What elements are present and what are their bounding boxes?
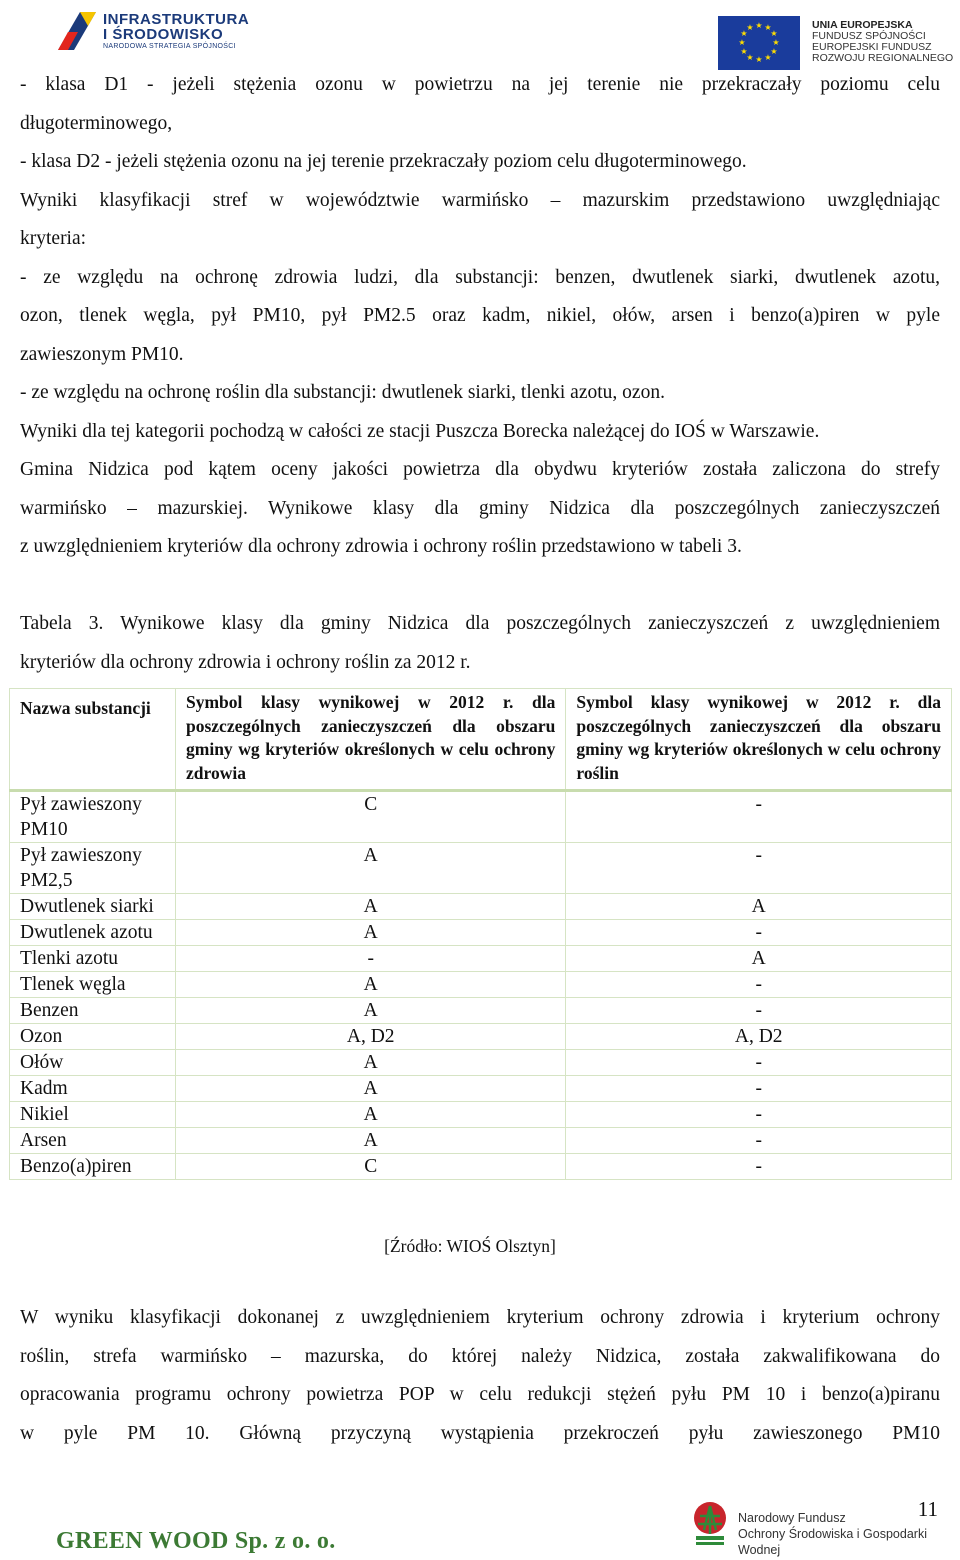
table-row xyxy=(10,1024,952,1050)
header-plants: Symbol klasy wynikowej w 2012 r. dla poszczególnych zanieczyszczeń dla obszaru gminy wg kryteriów określonych w celu ochrony roślin xyxy=(566,689,952,791)
table-row xyxy=(10,946,952,972)
logo-line3: NARODOWA STRATEGIA SPÓJNOŚCI xyxy=(103,43,236,50)
cell-health: A xyxy=(176,1102,566,1128)
text-line: - klasa D1 - jeżeli stężenia ozonu w powietrzu na jej terenie nie przekraczały poziomu celu xyxy=(20,74,940,95)
text-line: z uwzględnieniem kryteriów dla ochrony zdrowia i ochrony roślin przedstawiono w tabeli 3. xyxy=(20,536,742,557)
cell-health: - xyxy=(176,946,566,972)
cell-health: A xyxy=(176,920,566,946)
table-row xyxy=(10,1102,952,1128)
cell-plants: - xyxy=(566,998,952,1024)
body-text-top xyxy=(20,66,940,567)
cell-substance: Ozon xyxy=(10,1024,176,1050)
eu-logo-text xyxy=(812,20,953,64)
cell-plants: A xyxy=(566,894,952,920)
cell-substance: Dwutlenek azotu xyxy=(10,920,176,946)
nfosigw-logo-text xyxy=(738,1510,960,1558)
table-row xyxy=(10,1154,952,1180)
cell-health: A xyxy=(176,1050,566,1076)
table-row xyxy=(10,998,952,1024)
cell-health: A, D2 xyxy=(176,1024,566,1050)
eu-line1: UNIA EUROPEJSKA xyxy=(812,19,913,31)
eu-line3: EUROPEJSKI FUNDUSZ xyxy=(812,41,932,53)
cell-health: A xyxy=(176,1128,566,1154)
cell-health: A xyxy=(176,894,566,920)
cell-substance: Ołów xyxy=(10,1050,176,1076)
table-row xyxy=(10,1050,952,1076)
infrastruktura-logo xyxy=(56,10,98,57)
table-row xyxy=(10,843,952,894)
text-line: warmińsko – mazurskiej. Wynikowe klasy dla gminy Nidzica dla poszczególnych zanieczyszczeń xyxy=(20,497,940,519)
cell-health: A xyxy=(176,972,566,998)
text-line: długoterminowego, xyxy=(20,112,173,134)
cell-plants: - xyxy=(566,1154,952,1180)
cell-substance: Tlenek węgla xyxy=(10,972,176,998)
text-line: Gmina Nidzica pod kątem oceny jakości powietrza dla obydwu kryteriów została zaliczona do strefy xyxy=(20,459,940,480)
nfosigw-logo xyxy=(690,1500,730,1553)
svg-text:★: ★ xyxy=(770,47,778,56)
cell-health: A xyxy=(176,998,566,1024)
eu-flag-icon xyxy=(718,16,800,70)
svg-text:★: ★ xyxy=(740,47,748,56)
table-source: [Źródło: WIOŚ Olsztyn] xyxy=(384,1236,556,1256)
cell-substance: Dwutlenek siarki xyxy=(10,894,176,920)
table-row xyxy=(10,920,952,946)
footer-company: GREEN WOOD Sp. z o. o. xyxy=(56,1528,336,1554)
cell-plants: A, D2 xyxy=(566,1024,952,1050)
text-line: Wyniki klasyfikacji stref w województwie warmińsko – mazurskim przedstawiono uwzględniając xyxy=(20,189,940,211)
text-line: ozon, tlenek węgla, pył PM10, pył PM2.5 oraz kadm, nikiel, ołów, arsen i benzo(a)piren w pyle xyxy=(20,305,940,326)
logo-line1: INFRASTRUKTURA xyxy=(103,11,250,28)
cell-health: C xyxy=(176,791,566,843)
cell-plants: A xyxy=(566,946,952,972)
caption-line: Tabela 3. Wynikowe klasy dla gminy Nidzica dla poszczególnych zanieczyszczeń z uwzględnieniem xyxy=(20,613,940,634)
table-caption xyxy=(20,605,940,682)
cell-substance: Tlenki azotu xyxy=(10,946,176,972)
eu-line2: FUNDUSZ SPÓJNOŚCI xyxy=(812,30,926,42)
table-row xyxy=(10,1076,952,1102)
text-line: - ze względu na ochronę roślin dla substancji: dwutlenek siarki, tlenki azotu, ozon. xyxy=(20,382,665,403)
svg-text:★: ★ xyxy=(755,21,763,30)
svg-text:★: ★ xyxy=(764,23,772,32)
cell-plants: - xyxy=(566,972,952,998)
cell-substance: Pył zawieszony PM10 xyxy=(10,791,176,843)
cell-plants: - xyxy=(566,920,952,946)
header-health: Symbol klasy wynikowej w 2012 r. dla poszczególnych zanieczyszczeń dla obszaru gminy wg kryteriów określonych w celu ochrony zdrowia xyxy=(176,689,566,791)
cell-plants: - xyxy=(566,1076,952,1102)
logo-line2: I ŚRODOWISKO xyxy=(103,26,224,43)
table-row xyxy=(10,791,952,843)
table-header-row xyxy=(10,689,952,791)
svg-text:★: ★ xyxy=(746,53,754,62)
text-line: Wyniki dla tej kategorii pochodzą w całości ze stacji Puszcza Borecka należącej do IOŚ w Warszawie. xyxy=(20,420,820,442)
cell-substance: Nikiel xyxy=(10,1102,176,1128)
text-line: opracowania programu ochrony powietrza POP w celu redukcji stężeń pyłu PM 10 i benzo(a)piranu xyxy=(20,1384,940,1405)
svg-text:★: ★ xyxy=(770,29,778,38)
fund-line1: Narodowy Fundusz xyxy=(738,1511,846,1525)
infrastruktura-logo-text xyxy=(103,12,249,51)
cell-health: A xyxy=(176,843,566,894)
cell-substance: Benzen xyxy=(10,998,176,1024)
page-number: 11 xyxy=(917,1497,938,1521)
text-line: kryteria: xyxy=(20,228,87,249)
classification-table xyxy=(9,688,952,1180)
text-line: zawieszonym PM10. xyxy=(20,343,184,365)
text-line: - klasa D2 - jeżeli stężenia ozonu na jej terenie przekraczały poziom celu długoterminowego. xyxy=(20,151,747,172)
cell-plants: - xyxy=(566,791,952,843)
infrastruktura-logo-icon xyxy=(56,10,98,52)
cell-plants: - xyxy=(566,1102,952,1128)
text-line: w pyle PM 10. Główną przyczyną wystąpienia przekroczeń pyłu zawieszonego PM10 xyxy=(20,1422,940,1444)
cell-health: C xyxy=(176,1154,566,1180)
table-row xyxy=(10,894,952,920)
caption-line: kryteriów dla ochrony zdrowia i ochrony roślin za 2012 r. xyxy=(20,651,471,673)
text-line: roślin, strefa warmińsko – mazurska, do której należy Nidzica, została zakwalifikowana do xyxy=(20,1345,940,1367)
cell-plants: - xyxy=(566,843,952,894)
nfosigw-logo-icon xyxy=(690,1500,730,1548)
eu-line4: ROZWOJU REGIONALNEGO xyxy=(812,52,954,64)
cell-plants: - xyxy=(566,1128,952,1154)
cell-plants: - xyxy=(566,1050,952,1076)
body-text-bottom xyxy=(20,1299,940,1453)
fund-line2: Ochrony Środowiska i Gospodarki Wodnej xyxy=(738,1527,927,1557)
table-row xyxy=(10,972,952,998)
svg-text:★: ★ xyxy=(746,23,754,32)
cell-substance: Arsen xyxy=(10,1128,176,1154)
svg-text:★: ★ xyxy=(755,55,763,64)
svg-text:★: ★ xyxy=(740,29,748,38)
text-line: W wyniku klasyfikacji dokonanej z uwzględnieniem kryterium ochrony zdrowia i kryterium ochrony xyxy=(20,1307,940,1328)
text-line: - ze względu na ochronę zdrowia ludzi, dla substancji: benzen, dwutlenek siarki, dwutlenek azotu, xyxy=(20,266,940,288)
cell-substance: Pył zawieszony PM2,5 xyxy=(10,843,176,894)
header-substance: Nazwa substancji xyxy=(10,689,176,791)
table-row xyxy=(10,1128,952,1154)
svg-text:★: ★ xyxy=(738,38,746,47)
cell-health: A xyxy=(176,1076,566,1102)
svg-text:★: ★ xyxy=(772,38,780,47)
cell-substance: Benzo(a)piren xyxy=(10,1154,176,1180)
cell-substance: Kadm xyxy=(10,1076,176,1102)
svg-text:★: ★ xyxy=(764,53,772,62)
